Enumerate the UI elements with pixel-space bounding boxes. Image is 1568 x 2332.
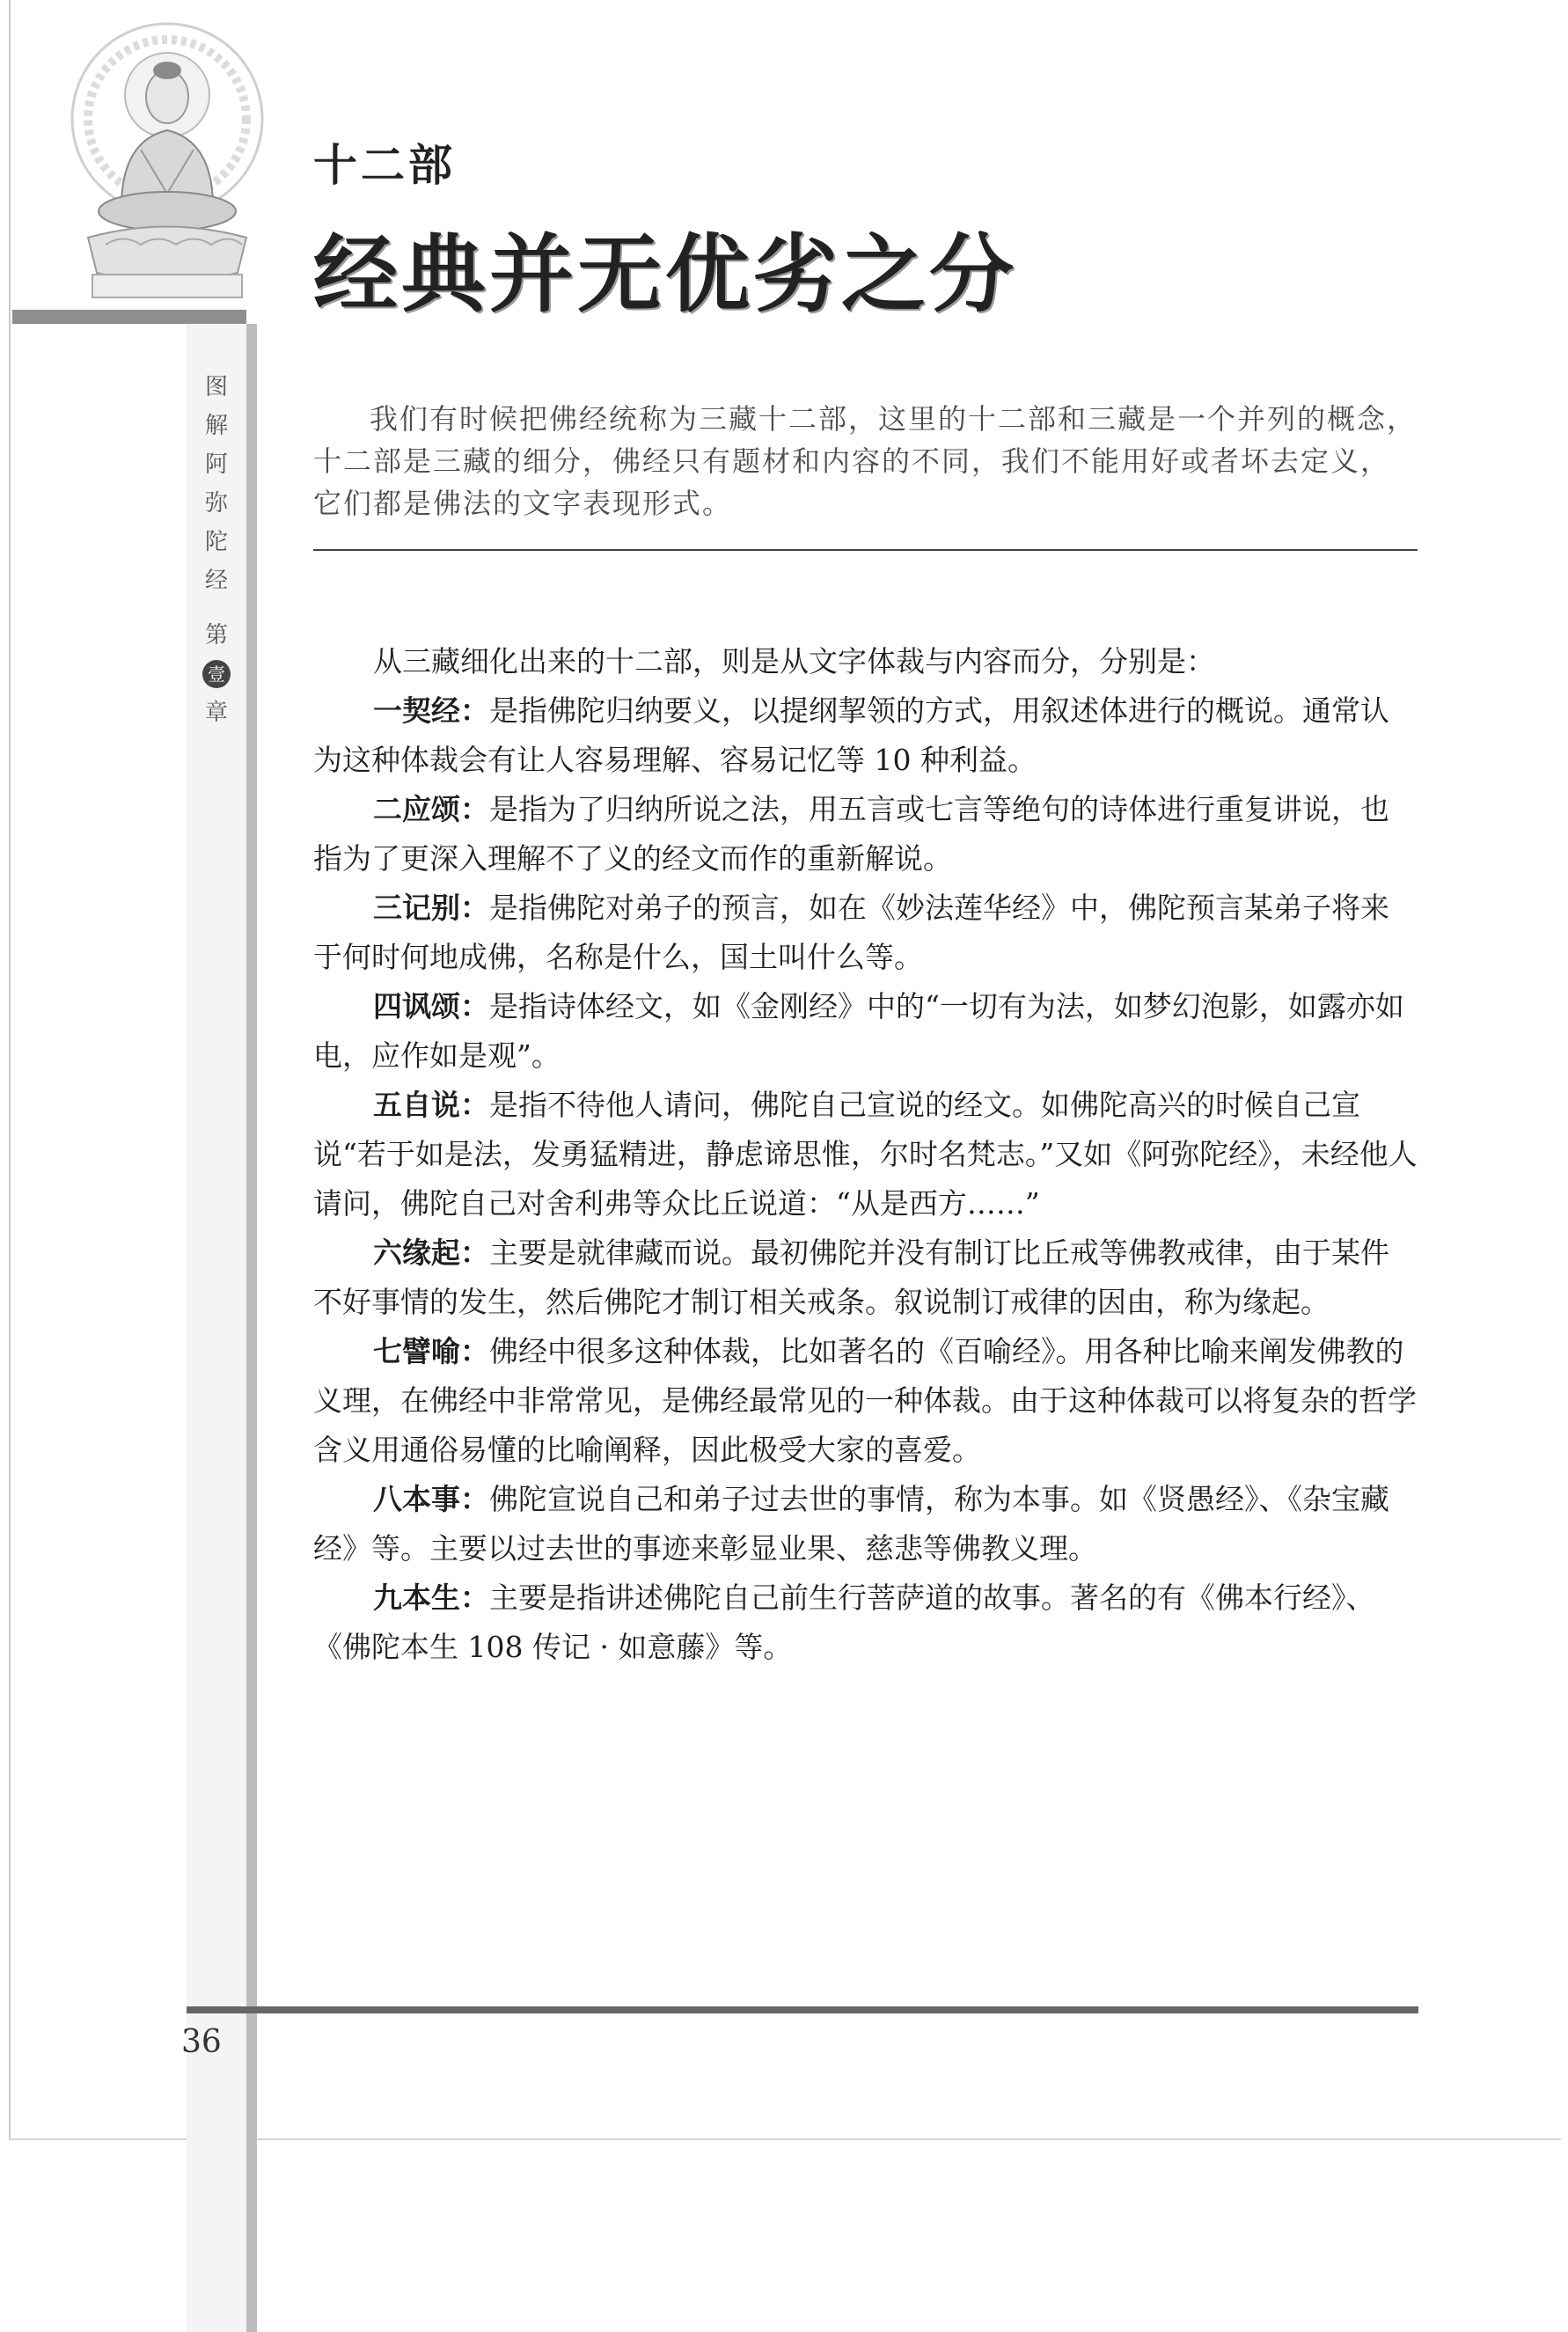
- item-text: 是指佛陀对弟子的预言，如在《妙法莲华经》中，佛陀预言某弟子将来于何时何地成佛，名称是什么，国土叫什么等。: [313, 891, 1389, 974]
- list-item: [313, 686, 1418, 785]
- side-char: 图: [204, 374, 228, 400]
- chapter-prefix: 第: [204, 622, 228, 649]
- side-char: 解: [204, 413, 228, 439]
- buddha-illustration-icon: [53, 18, 282, 308]
- item-term: 一契经：: [373, 693, 489, 728]
- item-text: 是指不待他人请问，佛陀自己宣说的经文。如佛陀高兴的时候自己宣说“若于如是法，发勇猛精进，静虑谛思惟，尔时名梵志。”又如《阿弥陀经》，未经他人请问，佛陀自己对舍利弗等众比丘说道：“从是西方……”: [313, 1088, 1418, 1221]
- list-item: [313, 1475, 1418, 1573]
- item-term: 二应颂：: [373, 792, 489, 826]
- body-lead: 从三藏细化出来的十二部，则是从文字体裁与内容而分，分别是：: [373, 644, 1215, 678]
- item-term: 四讽颂：: [373, 989, 489, 1023]
- side-char: 阿: [204, 451, 228, 478]
- section-title: 经典并无优劣之分: [313, 224, 1017, 324]
- item-text: 主要是指讲述佛陀自己前生行菩萨道的故事。著名的有《佛本行经》、《佛陀本生 108 传记 · 如意藤》等。: [313, 1580, 1375, 1664]
- list-item: [313, 982, 1418, 1081]
- side-char: 弥: [204, 490, 228, 517]
- item-text: 佛陀宣说自己和弟子过去世的事情，称为本事。如《贤愚经》、《杂宝藏经》等。主要以过去世的事迹来彰显业果、慈悲等佛教义理。: [313, 1482, 1389, 1566]
- item-text: 主要是就律藏而说。最初佛陀并没有制订比丘戒等佛教戒律，由于某件不好事情的发生，然后佛陀才制订相关戒条。叙说制订戒律的因由，称为缘起。: [313, 1236, 1389, 1319]
- top-side-rule: [12, 310, 246, 324]
- item-text: 是指为了归纳所说之法，用五言或七言等绝句的诗体进行重复讲说，也指为了更深入理解不了义的经文而作的重新解说。: [313, 792, 1389, 876]
- list-item: [313, 1573, 1418, 1672]
- item-text: 是指佛陀归纳要义，以提纲挈领的方式，用叙述体进行的概说。通常认为这种体裁会有让人容易理解、容易记忆等 10 种利益。: [313, 693, 1389, 777]
- intro-paragraph: 我们有时候把佛经统称为三藏十二部，这里的十二部和三藏是一个并列的概念，十二部是三藏的细分，佛经只有题材和内容的不同，我们不能用好或者坏去定义，它们都是佛法的文字表现形式。: [313, 402, 1418, 520]
- section-subtitle: 十二部: [313, 139, 456, 191]
- item-term: 七譬喻：: [373, 1334, 489, 1368]
- side-char: 陀: [204, 529, 228, 555]
- book-chapter-side-label: [195, 368, 238, 732]
- item-term: 八本事：: [373, 1482, 489, 1516]
- intro-divider: [313, 549, 1418, 551]
- list-item: [313, 1081, 1418, 1228]
- chapter-number-badge: 壹: [202, 660, 231, 688]
- item-term: 六缘起：: [373, 1236, 489, 1270]
- list-item: [313, 785, 1418, 884]
- item-term: 九本生：: [373, 1580, 489, 1615]
- chapter-suffix: 章: [204, 700, 228, 726]
- item-term: 五自说：: [373, 1088, 489, 1122]
- list-item: [313, 1327, 1418, 1475]
- body-text: [313, 637, 1418, 1672]
- list-item: [313, 884, 1418, 982]
- side-char: 经: [204, 568, 228, 594]
- item-text: 佛经中很多这种体裁，比如著名的《百喻经》。用各种比喻来阐发佛教的义理，在佛经中非常常见，是佛经最常见的一种体裁。由于这种体裁可以将复杂的哲学含义用通俗易懂的比喻阐释，因此极受大家的喜爱。: [313, 1334, 1417, 1467]
- page-number: 36: [181, 2024, 222, 2060]
- list-item: [313, 1228, 1418, 1327]
- bottom-rule: [187, 2006, 1418, 2013]
- item-term: 三记别：: [373, 891, 489, 925]
- item-text: 是指诗体经文，如《金刚经》中的“一切有为法，如梦幻泡影，如露亦如电，应作如是观”。: [313, 989, 1404, 1073]
